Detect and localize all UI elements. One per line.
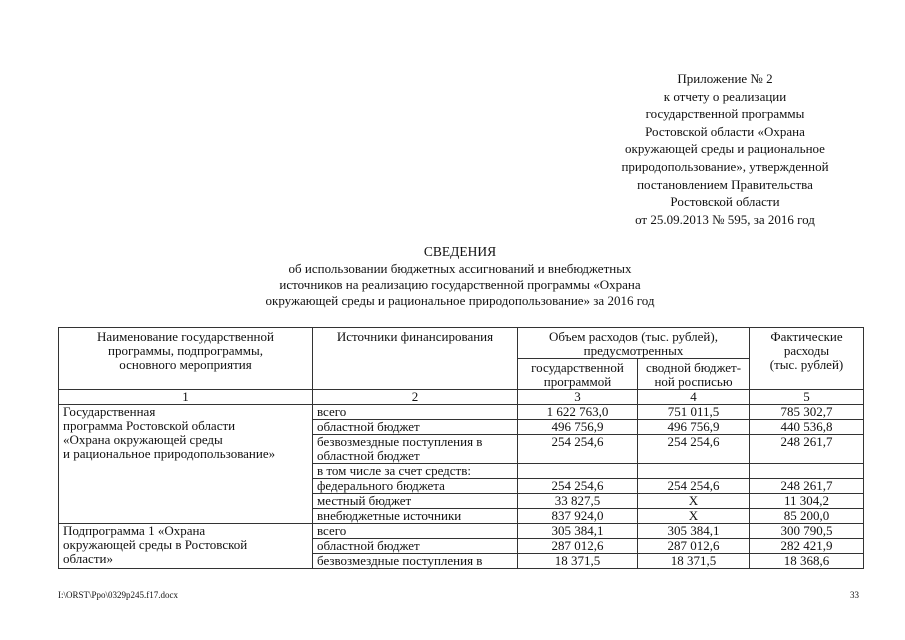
column-number: 5: [750, 390, 864, 405]
header-text: предусмотренных: [583, 343, 684, 358]
header-text: государственной: [531, 360, 624, 375]
program-name-cell: [59, 405, 313, 524]
appendix-line: к отчету о реализации: [663, 88, 787, 104]
source-cell: внебюджетные источники: [313, 509, 518, 524]
source-line: безвозмездные поступления в: [317, 434, 483, 449]
budget-cell: Х: [638, 494, 750, 509]
header-text: (тыс. рублей): [769, 357, 844, 372]
header-text: ной росписью: [654, 374, 733, 389]
budget-cell: Х: [638, 509, 750, 524]
source-cell: местный бюджет: [313, 494, 518, 509]
heading-line: окружающей среды и рациональное природопользование» за 2016 год: [265, 293, 655, 308]
header-text: программой: [543, 374, 612, 389]
column-number: 3: [518, 390, 638, 405]
column-number: 2: [313, 390, 518, 405]
appendix-line: окружающей среды и рациональное: [625, 141, 825, 157]
appendix-line: государственной программы: [645, 106, 805, 122]
subprogram-name-line: окружающей среды в Ростовской: [63, 537, 248, 552]
source-line: областной бюджет: [317, 448, 420, 463]
state-cell: 254 254,6: [518, 435, 638, 464]
subprogram-name-line: области»: [63, 551, 113, 566]
state-cell: 1 622 763,0: [518, 405, 638, 420]
actual-cell: 785 302,7: [750, 405, 864, 420]
source-cell: всего: [313, 524, 518, 539]
program-name-line: программа Ростовской области: [63, 418, 236, 433]
state-cell: 305 384,1: [518, 524, 638, 539]
appendix-line: постановлением Правительства: [637, 176, 813, 192]
document-title: СВЕДЕНИЯ: [423, 244, 497, 259]
table-row: [59, 524, 864, 539]
actual-cell: 11 304,2: [750, 494, 864, 509]
column-number: 4: [638, 390, 750, 405]
file-path: I:\ORST\Ppo\0329p245.f17.docx: [58, 590, 179, 600]
state-cell: [518, 464, 638, 479]
program-name-line: «Охрана окружающей среды: [63, 432, 223, 447]
budget-cell: 254 254,6: [638, 435, 750, 464]
heading-line: об использовании бюджетных ассигнований и внебюджетных: [288, 261, 632, 276]
budget-cell: 751 011,5: [638, 405, 750, 420]
page-footer: [58, 590, 863, 600]
state-cell: 18 371,5: [518, 554, 638, 569]
expenditure-table: [58, 327, 864, 569]
header-text: расходы: [783, 343, 830, 358]
budget-cell: 18 371,5: [638, 554, 750, 569]
actual-cell: 248 261,7: [750, 479, 864, 494]
appendix-line: Приложение № 2: [677, 71, 773, 86]
appendix-line: Ростовской области: [670, 194, 780, 210]
state-cell: 496 756,9: [518, 420, 638, 435]
header-source: Источники финансирования: [313, 328, 518, 390]
source-cell: в том числе за счет средств:: [313, 464, 518, 479]
table-row: [59, 405, 864, 420]
source-cell: областной бюджет: [313, 539, 518, 554]
program-name-line: и рациональное природопользование»: [63, 446, 276, 461]
state-cell: 254 254,6: [518, 479, 638, 494]
actual-cell: 300 790,5: [750, 524, 864, 539]
header-budget: [638, 359, 750, 390]
column-numbers-row: [59, 390, 864, 405]
source-cell: областной бюджет: [313, 420, 518, 435]
appendix-header: [595, 70, 855, 228]
state-cell: 287 012,6: [518, 539, 638, 554]
subprogram-name-cell: [59, 524, 313, 569]
header-text: Фактические: [770, 329, 843, 344]
state-cell: 33 827,5: [518, 494, 638, 509]
header-text: программы, подпрограммы,: [108, 343, 263, 358]
heading-line: источников на реализацию государственной программы «Охрана: [279, 277, 641, 292]
header-text: Наименование государственной: [97, 329, 274, 344]
header-text: основного мероприятия: [119, 357, 252, 372]
source-cell: всего: [313, 405, 518, 420]
actual-cell: [750, 464, 864, 479]
header-actual: [750, 328, 864, 390]
header-name: [59, 328, 313, 390]
source-cell: безвозмездные поступления в: [313, 554, 518, 569]
column-number: 1: [59, 390, 313, 405]
state-cell: 837 924,0: [518, 509, 638, 524]
actual-cell: 248 261,7: [750, 435, 864, 464]
appendix-line: природопользование», утвержденной: [621, 158, 829, 174]
budget-cell: 496 756,9: [638, 420, 750, 435]
header-text: сводной бюджет-: [645, 360, 742, 375]
appendix-line: Ростовской области «Охрана: [645, 123, 805, 139]
actual-cell: 440 536,8: [750, 420, 864, 435]
budget-cell: 287 012,6: [638, 539, 750, 554]
header-state: [518, 359, 638, 390]
page-number: 33: [850, 590, 859, 600]
source-cell: федерального бюджета: [313, 479, 518, 494]
table-header-row: [59, 328, 864, 359]
actual-cell: 85 200,0: [750, 509, 864, 524]
appendix-line: от 25.09.2013 № 595, за 2016 год: [635, 211, 815, 227]
subprogram-name-line: Подпрограмма 1 «Охрана: [63, 523, 206, 538]
header-text: Объем расходов (тыс. рублей),: [549, 329, 718, 344]
document-heading: [120, 244, 800, 309]
program-name-line: Государственная: [63, 404, 156, 419]
header-volume: [518, 328, 750, 359]
source-cell: [313, 435, 518, 464]
actual-cell: 18 368,6: [750, 554, 864, 569]
actual-cell: 282 421,9: [750, 539, 864, 554]
budget-cell: 305 384,1: [638, 524, 750, 539]
budget-cell: 254 254,6: [638, 479, 750, 494]
budget-cell: [638, 464, 750, 479]
